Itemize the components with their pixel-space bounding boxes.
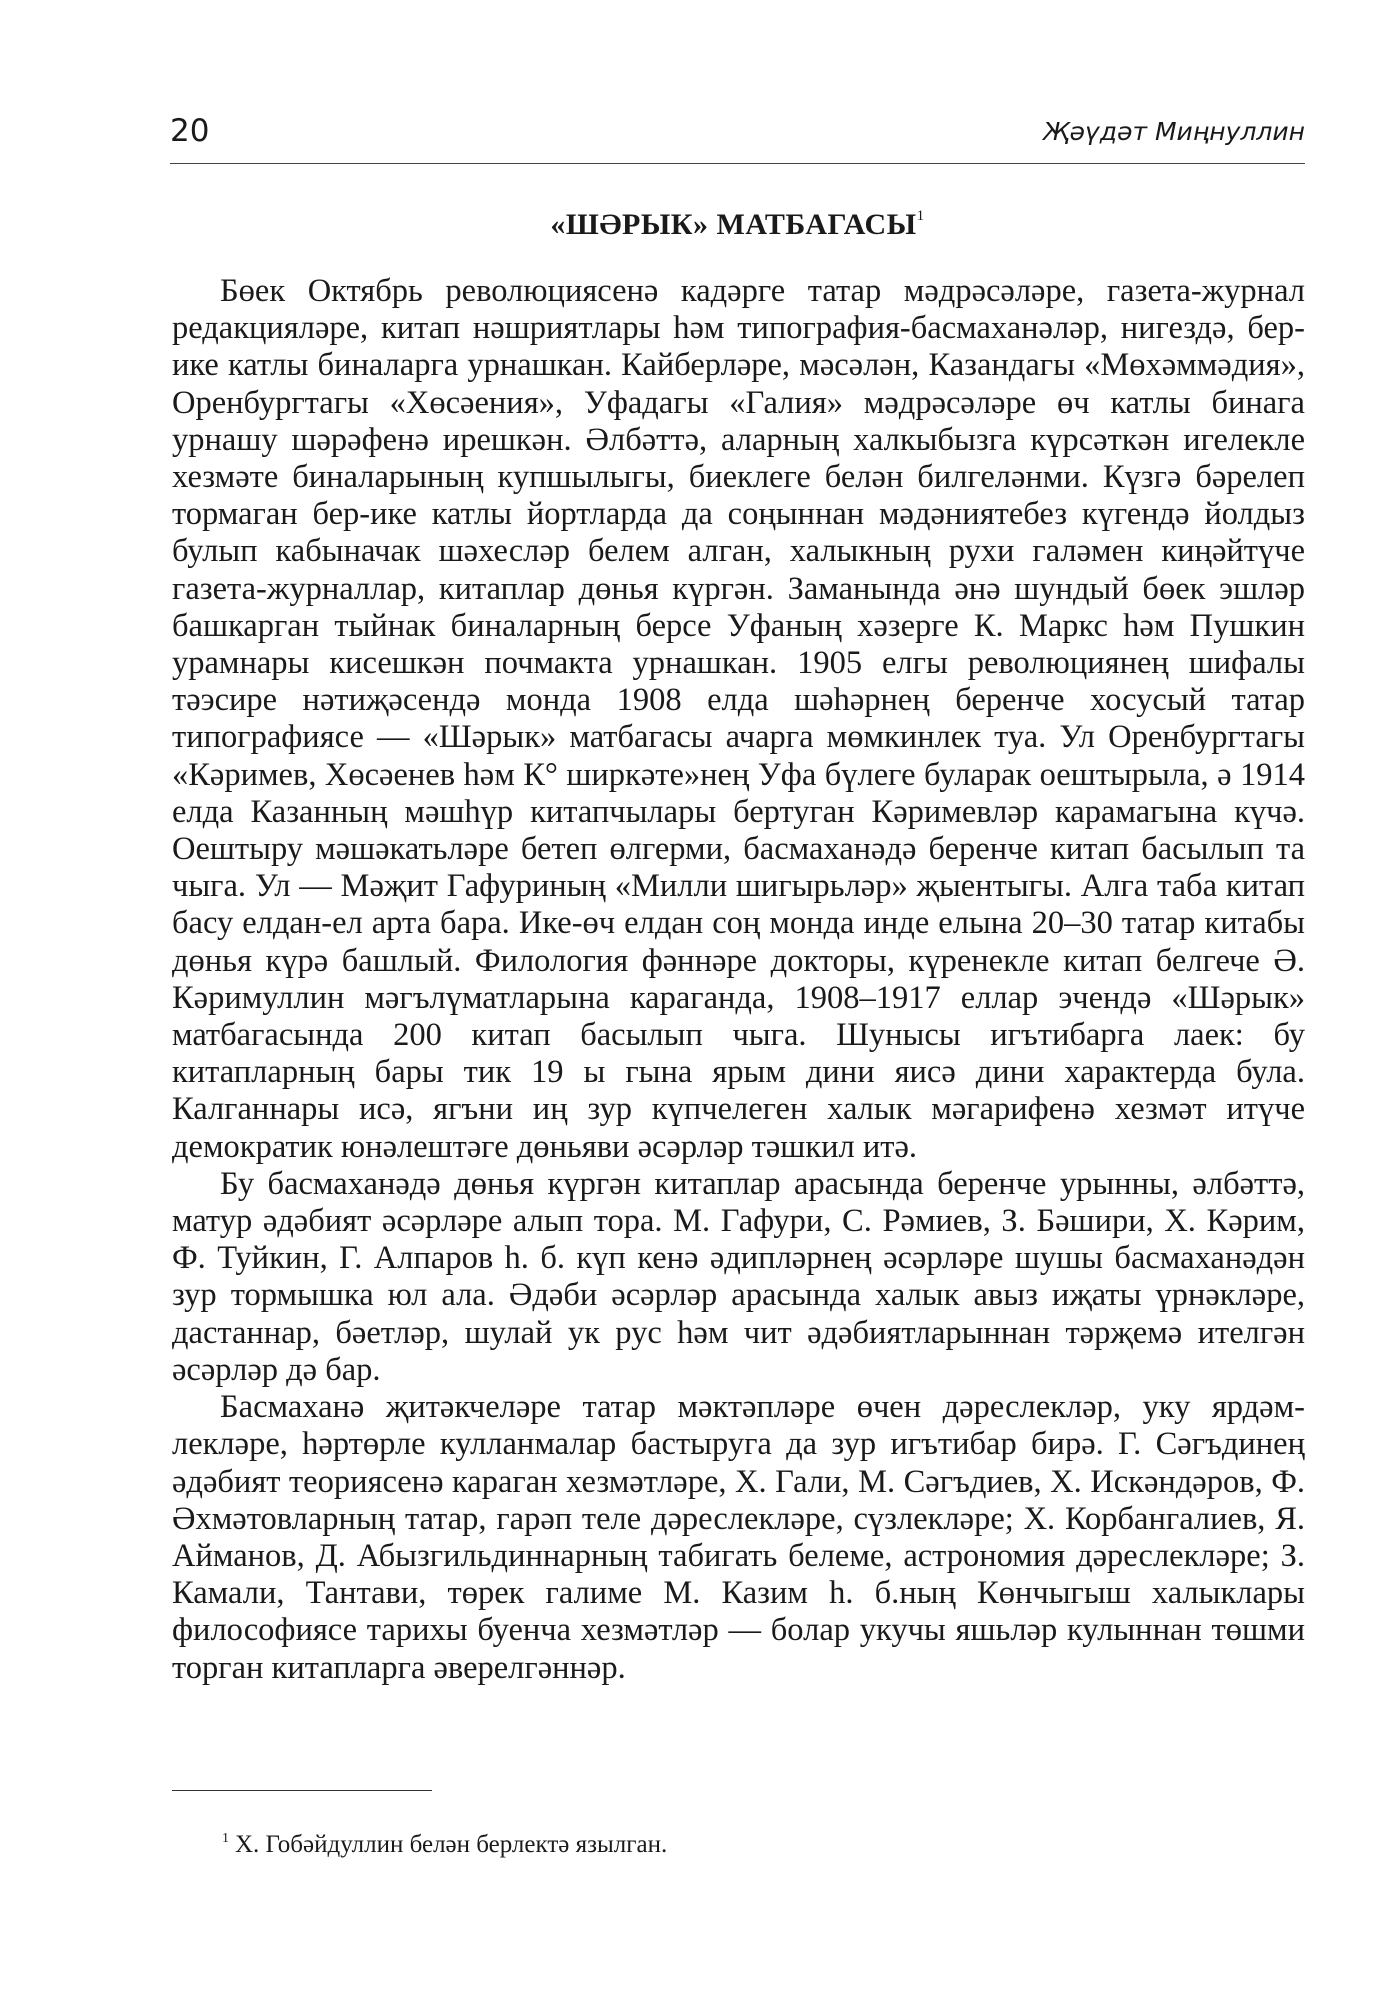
chapter-title — [170, 208, 1305, 242]
article-body — [172, 273, 1305, 1687]
footnote-reference: 1 — [916, 208, 925, 224]
header-rule — [170, 163, 1305, 164]
footnote — [222, 1830, 667, 1860]
page-number: 20 — [170, 113, 210, 149]
running-title: Җәүдәт Миңнуллин — [1042, 117, 1305, 146]
footnote-rule — [172, 1790, 432, 1791]
paragraph-2: Бу басмаханәдә дөнья күргән китаплар арасында беренче урынны, әлбәттә, матур әдәбият әсәрләре алып тора. М. Гафури, С. Рәмиев, З. Бәшири, Х. Кәрим, Ф. Туйкин, Г. Алпаров һ. б. күп кенә әдипләрнең әсәрләре шушы басмаханәдән зур тормышка юл ала. Әдәби әсәрләр арасында халык авыз иҗаты үрнәкләре, дастаннар, бәетләр, шулай ук рус һәм чит әдәбиятларыннан тәрҗемә ителгән әсәрләр дә бар. — [172, 1165, 1305, 1388]
paragraph-1: Бөек Октябрь революциясенә кадәрге татар мәдрәсәләре, газета-журнал редакцияләре, китап нәшриятлары һәм типография-басмаханәләр, нигездә, бер-ике катлы биналарга урнашкан. Кайберләре, мәсәлән, Казандагы «Мөхәммәдия», Оренбургтагы «Хөсәения», Уфадагы «Галия» мәдрәсәләре өч катлы бинага урнашу шәрәфенә ирешкән. Әлбәттә, аларның халкыбызга күрсәткән игелекле хезмәте биналарының купшылыгы, биеклеге белән билгеләнми. Күзгә бәрелеп тормаган бер-ике катлы йортларда да соңыннан мәдәниятебез күгендә йолдыз булып кабыначак шәхесләр белем алган, халыкның рухи галәмен киңәйтүче газета-журналлар, китаплар дөнья күргән. Заманында әнә шундый бөек эшләр башкарган тыйнак биналарның берсе Уфаның хәзерге К. Маркс һәм Пушкин урамнары кисешкән почмакта урнашкан. 1905 елгы революциянең шифалы тәэсире нәтиҗәсендә монда 1908 елда шәһәрнең беренче хосусый татар типографиясе — «Шәрык» матбагасы ачарга мөмкинлек туа. Ул Оренбургтагы «Кәримев, Хөсәенев һәм К° ширкәте»нең Уфа бүлеге буларак оештырыла, ә 1914 елда Казанның мәшһүр китапчылары бертуган Кәримевләр карамагына күчә. Оештыру мәшәкатьләре бетеп өлгерми, басмаханәдә беренче китап басылып та чыга. Ул — Мәҗит Гафуриның «Милли шигырьләр» җыентыгы. Алга таба китап басу елдан-ел арта бара. Ике-өч елдан соң монда инде елына 20–30 татар китабы дөнья күрә башлый. Филология фәннәре докторы, күренекле китап белгече Ә. Кәримуллин мәгълүматларына караганда, 1908–1917 еллар эчендә «Шәрык» матбагасында 200 китап басылып чыга. Шунысы игътибарга лаек: бу китапларның бары тик 19 ы гына ярым дини яисә дини характерда була. Калганнары исә, ягъни иң зур күпчелеген халык мәгарифенә хезмәт итүче демократик юнәлештәге дөньяви әсәрләр тәшкил итә. — [172, 273, 1305, 1165]
paragraph-3: Басмаханә җитәкчеләре татар мәктәпләре өчен дәреслекләр, уку ярдәмлекләре, һәртөрле кулланмалар бастыруга да зур игътибар бирә. Г. Сәгъдинең әдәбият теориясенә караган хезмәтләре, Х. Гали, М. Сәгъдиев, Х. Искәндәров, Ф. Әхмәтовларның татар, гарәп теле дәреслекләре, сүзлекләре; Х. Корбангалиев, Я. Айманов, Д. Абызгильдиннарның табигать белеме, астрономия дәреслекләре; З. Камали, Тантави, төрек галиме М. Казим һ. б.ның Көнчыгыш халыклары философиясе тарихы буенча хезмәтләр — болар укучы яшьләр кулыннан төшми торган китапларга әверелгәннәр. — [172, 1389, 1305, 1686]
footnote-marker: 1 — [222, 1831, 229, 1846]
chapter-title-text: «ШӘРЫК» МАТБАГАСЫ — [550, 208, 917, 241]
footnote-text: Х. Гобәйдуллин белән берлектә язылган. — [235, 1831, 668, 1858]
